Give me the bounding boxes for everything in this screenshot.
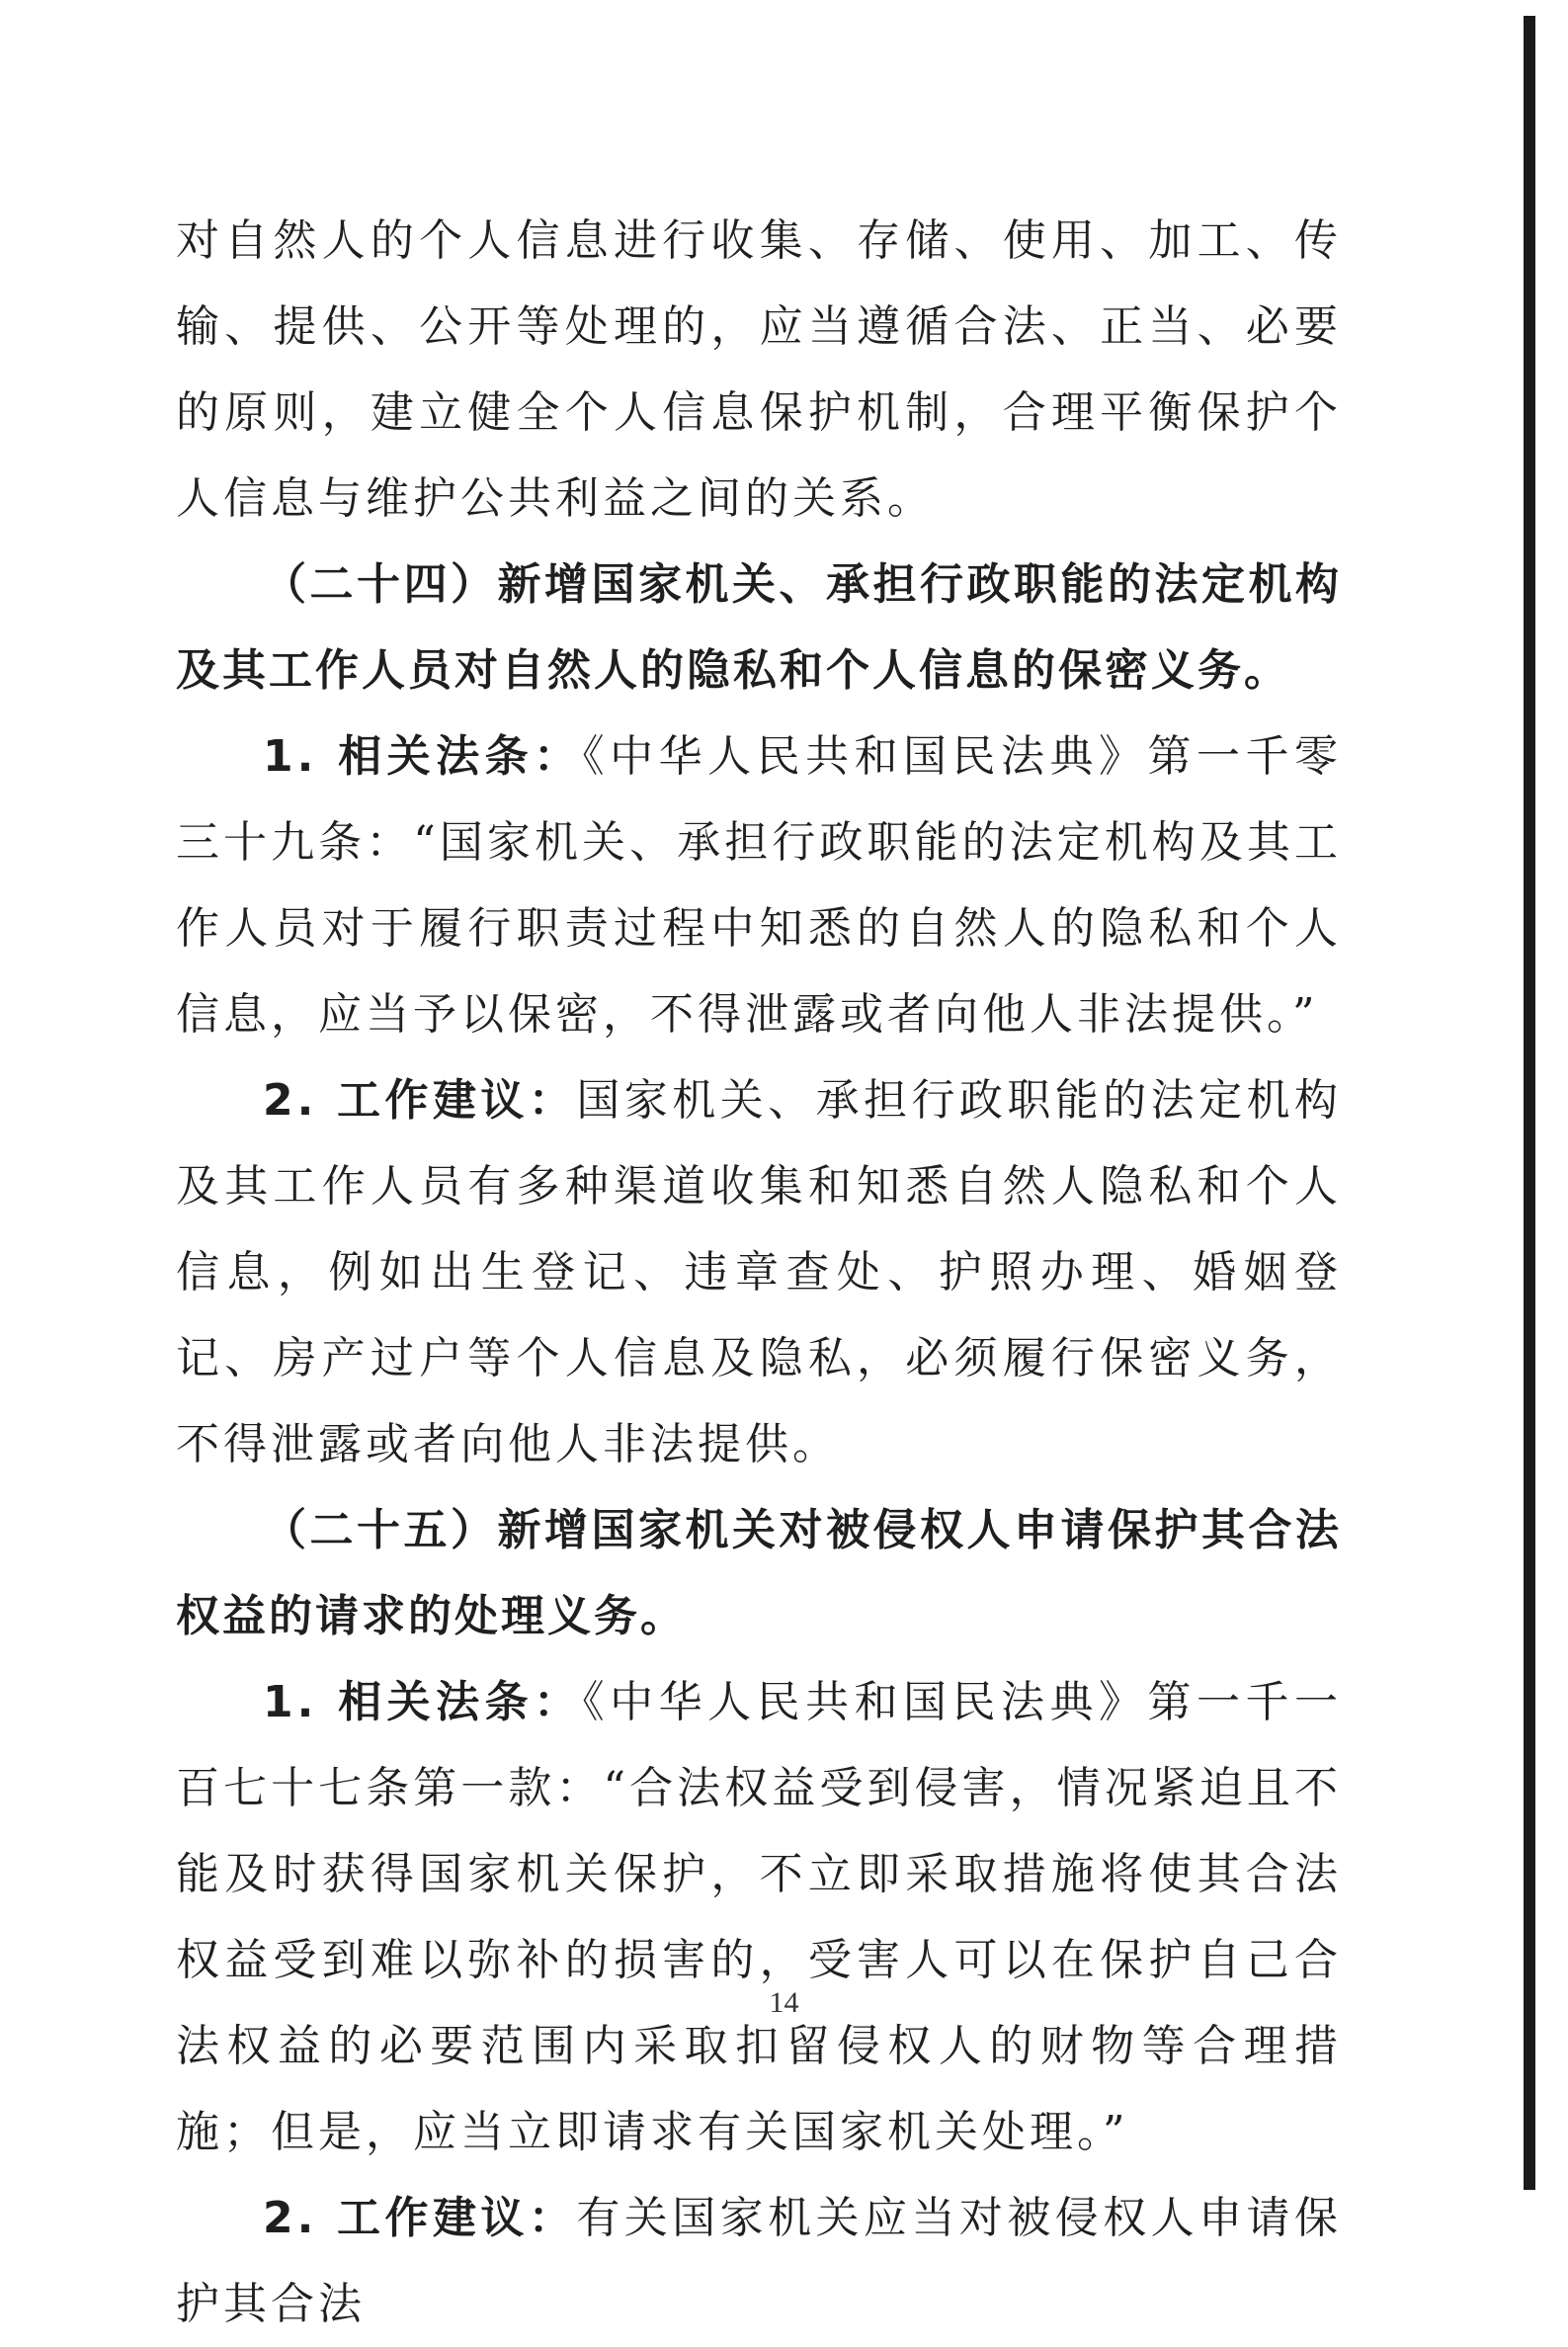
work-advice-label: 2. 工作建议： [263, 1075, 577, 1126]
paragraph-work-advice-25 [176, 2175, 1342, 2347]
page-number: 14 [769, 1986, 799, 2019]
related-law-text: 《中华人民共和国民法典》第一千一百七十七条第一款：“合法权益受到侵害，情况紧迫且不能及时获得国家机关保护，不立即采取措施将使其合法权益受到难以弥补的损害的，受害人可以在保护自己合法权益的必要范围内采取扣留侵权人的财物等合理措施；但是，应当立即请求有关国家机关处理。” [176, 1677, 1342, 2157]
scan-edge-bar [1524, 16, 1535, 2190]
work-advice-text: 有关国家机关应当对被侵权人申请保护其合法 [176, 2193, 1343, 2329]
paragraph-work-advice-24 [176, 1057, 1342, 1487]
related-law-text: 《中华人民共和国民法典》第一千零三十九条：“国家机关、承担行政职能的法定机构及其工作人员对于履行职责过程中知悉的自然人的隐私和个人信息，应当予以保密，不得泄露或者向他人非法提供。” [176, 731, 1342, 1040]
work-advice-label: 2. 工作建议： [263, 2193, 577, 2243]
paragraph-related-law-24 [176, 713, 1342, 1057]
document-body [176, 198, 1342, 2347]
related-law-label: 1. 相关法条： [263, 731, 583, 782]
related-law-label: 1. 相关法条： [263, 1677, 583, 1727]
work-advice-text: 国家机关、承担行政职能的法定机构及其工作人员有多种渠道收集和知悉自然人隐私和个人信息，例如出生登记、违章查处、护照办理、婚姻登记、房产过户等个人信息及隐私，必须履行保密义务，不得泄露或者向他人非法提供。 [176, 1075, 1343, 1469]
paragraph-continuation: 对自然人的个人信息进行收集、存储、使用、加工、传输、提供、公开等处理的，应当遵循合法、正当、必要的原则，建立健全个人信息保护机制，合理平衡保护个人信息与维护公共利益之间的关系。 [176, 215, 1342, 524]
section-heading-24: （二十四）新增国家机关、承担行政职能的法定机构及其工作人员对自然人的隐私和个人信息的保密义务。 [176, 559, 1342, 696]
section-heading-25: （二十五）新增国家机关对被侵权人申请保护其合法权益的请求的处理义务。 [176, 1505, 1342, 1641]
paragraph-related-law-25 [176, 1659, 1342, 2175]
